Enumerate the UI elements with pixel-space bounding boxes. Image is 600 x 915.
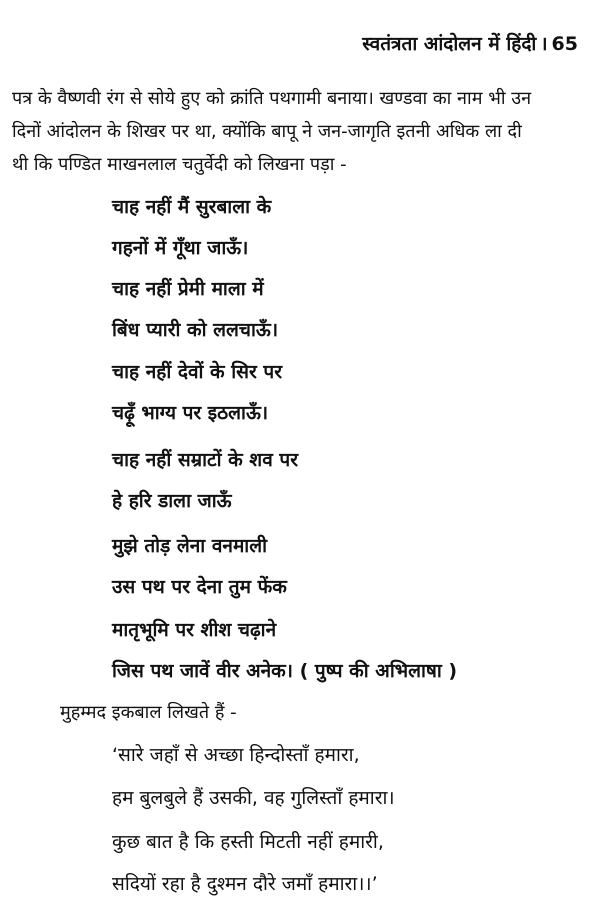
running-header [362, 30, 578, 56]
paragraph-line: दिनों आंदोलन के शिखर पर था, क्योंकि बापू ने जन-जागृति इतनी अधिक ला दी [12, 121, 522, 142]
poem-line: मातृभूमि पर शीश चढ़ाने [112, 619, 277, 641]
header-separator: । [540, 33, 548, 55]
quote-line: कुछ बात है कि हस्ती मिटती नहीं हमारी, [112, 831, 384, 853]
poem-line: चढ़ूँ भाग्य पर इठलाऊँ। [112, 402, 269, 424]
page-number: 65 [551, 33, 578, 55]
poem-line: जिस पथ जावें वीर अनेक। ( पुष्प की अभिलाषा ) [112, 660, 458, 682]
poem-line: बिंध प्यारी को ललचाऊँ। [112, 319, 279, 341]
poem-line: हे हरि डाला जाऊँ [112, 490, 232, 512]
header-title: स्वतंत्रता आंदोलन में हिंदी [362, 33, 537, 55]
quote-line: हम बुलबुले हैं उसकी, वह गुलिस्ताँ हमारा। [112, 787, 395, 809]
poem-line: चाह नहीं देवों के सिर पर [112, 361, 282, 383]
quote-line: ‘सारे जहाँ से अच्छा हिन्दोस्ताँ हमारा, [112, 744, 360, 766]
quote-intro: मुहम्मद इकबाल लिखते हैं - [60, 702, 237, 723]
poem-line: मुझे तोड़ लेना वनमाली [112, 535, 268, 557]
poem-line: चाह नहीं सम्राटों के शव पर [112, 449, 298, 471]
quote-line: सदियों रहा है दुश्मन दौरे जमाँ हमारा।।’ [112, 873, 378, 895]
poem-line: चाह नहीं प्रेमी माला में [112, 278, 264, 300]
paragraph-line: पत्र के वैष्णवी रंग से सोये हुए को क्रांति पथगामी बनाया। खण्डवा का नाम भी उन [12, 88, 532, 109]
paragraph-line: थी कि पण्डित माखनलाल चतुर्वेदी को लिखना पड़ा - [12, 154, 347, 175]
poem-line: उस पथ पर देना तुम फेंक [112, 576, 287, 598]
poem-line: चाह नहीं मैं सुरबाला के [112, 196, 272, 218]
poem-line: गहनों में गूँथा जाऊँ। [112, 237, 249, 259]
